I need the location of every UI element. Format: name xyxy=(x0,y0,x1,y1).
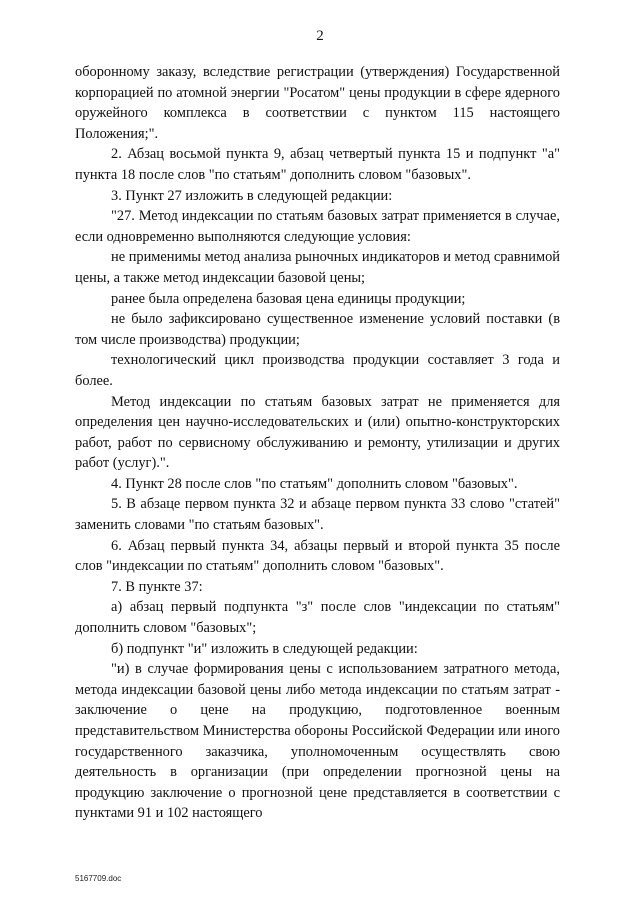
paragraph: не было зафиксировано существенное изменение условий поставки (в том числе производства) продукции; xyxy=(75,311,560,348)
paragraph: а) абзац первый подпункта "з" после слов "индексации по статьям" дополнить словом "базовых"; xyxy=(75,599,560,637)
paragraph: "27. Метод индексации по статьям базовых затрат применяется в случае, если одновременно выполняются следующие условия: xyxy=(75,208,560,245)
paragraph: 2. Абзац восьмой пункта 9, абзац четвертый пункта 15 и подпункт "а" пункта 18 после слов "по статьям" дополнить словом "базовых". xyxy=(75,146,560,183)
paragraph: 7. В пункте 37: xyxy=(111,578,203,595)
document-body xyxy=(75,62,560,824)
paragraph: "и) в случае формирования цены с использованием затратного метода, метода индексации базовой цены либо метода индексации по статьям затрат - заключение о цене на продукцию, подготовленное военным представительством Министерства обороны Российской Федерации или иного государственного заказчика, уполномоченным осуществлять свою деятельность в организации (при определении прогнозной цены на продукцию заключение о прогнозной цене представляется в соответствии с пунктами 91 и 102 настоящего xyxy=(75,661,560,822)
paragraph: 5. В абзаце первом пункта 32 и абзаце первом пункта 33 слово "статей" заменить словами "по статьям базовых". xyxy=(75,496,560,534)
paragraph: 4. Пункт 28 после слов "по статьям" дополнить словом "базовых". xyxy=(111,475,518,492)
paragraph: Метод индексации по статьям базовых затрат не применяется для определения цен научно-исследовательских и (или) опытно-конструкторских работ, работ по сервисному обслуживанию и ремонту, утилизации и других работ (услуг).". xyxy=(75,393,560,472)
page-number: 2 xyxy=(316,28,324,44)
paragraph: технологический цикл производства продукции составляет 3 года и более. xyxy=(75,352,560,389)
paragraph: б) подпункт "и" изложить в следующей редакции: xyxy=(111,640,418,657)
document-filename: 5167709.doc xyxy=(75,874,122,883)
paragraph: 3. Пункт 27 изложить в следующей редакции: xyxy=(111,187,393,204)
paragraph: 6. Абзац первый пункта 34, абзацы первый и второй пункта 35 после слов "индексации по статьям" дополнить словом "базовых". xyxy=(75,537,560,575)
paragraph: не применимы метод анализа рыночных индикаторов и метод сравнимой цены, а также метод индексации базовой цены; xyxy=(75,249,560,286)
paragraph: оборонному заказу, вследствие регистрации (утверждения) Государственной корпорацией по атомной энергии "Росатом" цены продукции в сфере ядерного оружейного комплекса в соответствии с пунктом 115 настоящего Положения;". xyxy=(75,64,560,142)
paragraph: ранее была определена базовая цена единицы продукции; xyxy=(111,290,466,307)
